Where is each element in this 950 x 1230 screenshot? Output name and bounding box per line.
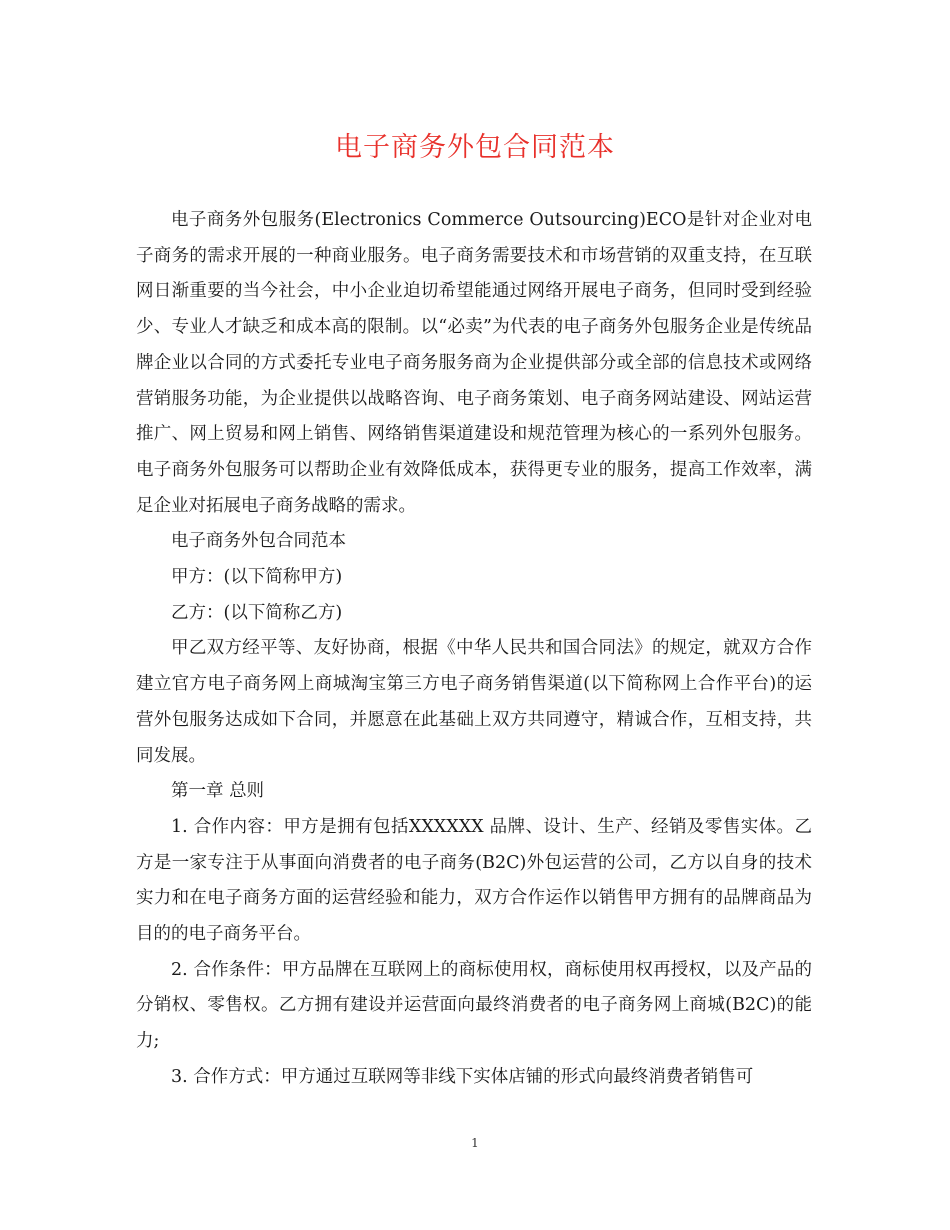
chapter-heading: 第一章 总则 — [171, 781, 265, 802]
clause-1-paragraph: 1. 合作内容：甲方是拥有包括XXXXXX 品牌、设计、生产、经销及零售实体。乙方是一家专注于从事面向消费者的电子商务(B2C)外包运营的公司，乙方以自身的技术实力和在电子商务方面的运营经验和能力，双方合作运作以销售甲方拥有的品牌商品为目的的电子商务平台。 — [136, 816, 812, 945]
intro-paragraph: 电子商务外包服务(Electronics Commerce Outsourcing)ECO是针对企业对电子商务的需求开展的一种商业服务。电子商务需要技术和市场营销的双重支持，在互联网日渐重要的当今社会，中小企业迫切希望能通过网络开展电子商务，但同时受到经验少、专业人才缺乏和成本高的限制。以“必卖”为代表的电子商务外包服务企业是传统品牌企业以合同的方式委托专业电子商务服务商为企业提供部分或全部的信息技术或网络营销服务功能，为企业提供以战略咨询、电子商务策划、电子商务网站建设、网站运营推广、网上贸易和网上销售、网络销售渠道建设和规范管理为核心的一系列外包服务。电子商务外包服务可以帮助企业有效降低成本，获得更专业的服务，提高工作效率，满足企业对拓展电子商务战略的需求。 — [136, 210, 812, 516]
party-a-line: 甲方：(以下简称甲方) — [171, 567, 343, 588]
clause-2-paragraph: 2. 合作条件：甲方品牌在互联网上的商标使用权，商标使用权再授权，以及产品的分销权、零售权。乙方拥有建设并运营面向最终消费者的电子商务网上商城(B2C)的能力; — [136, 959, 812, 1052]
clause-3-paragraph: 3. 合作方式：甲方通过互联网等非线下实体店铺的形式向最终消费者销售可 — [171, 1066, 754, 1087]
document-body — [136, 203, 812, 1096]
page-number: 1 — [471, 1136, 479, 1150]
preamble-paragraph: 甲乙双方经平等、友好协商，根据《中华人民共和国合同法》的规定，就双方合作建立官方电子商务网上商城淘宝第三方电子商务销售渠道(以下简称网上合作平台)的运营外包服务达成如下合同，并愿意在此基础上双方共同遵守，精诚合作，互相支持，共同发展。 — [136, 638, 812, 766]
document-title: 电子商务外包合同范本 — [335, 132, 615, 163]
party-b-line: 乙方：(以下简称乙方) — [171, 602, 343, 623]
contract-heading: 电子商务外包合同范本 — [171, 531, 346, 552]
